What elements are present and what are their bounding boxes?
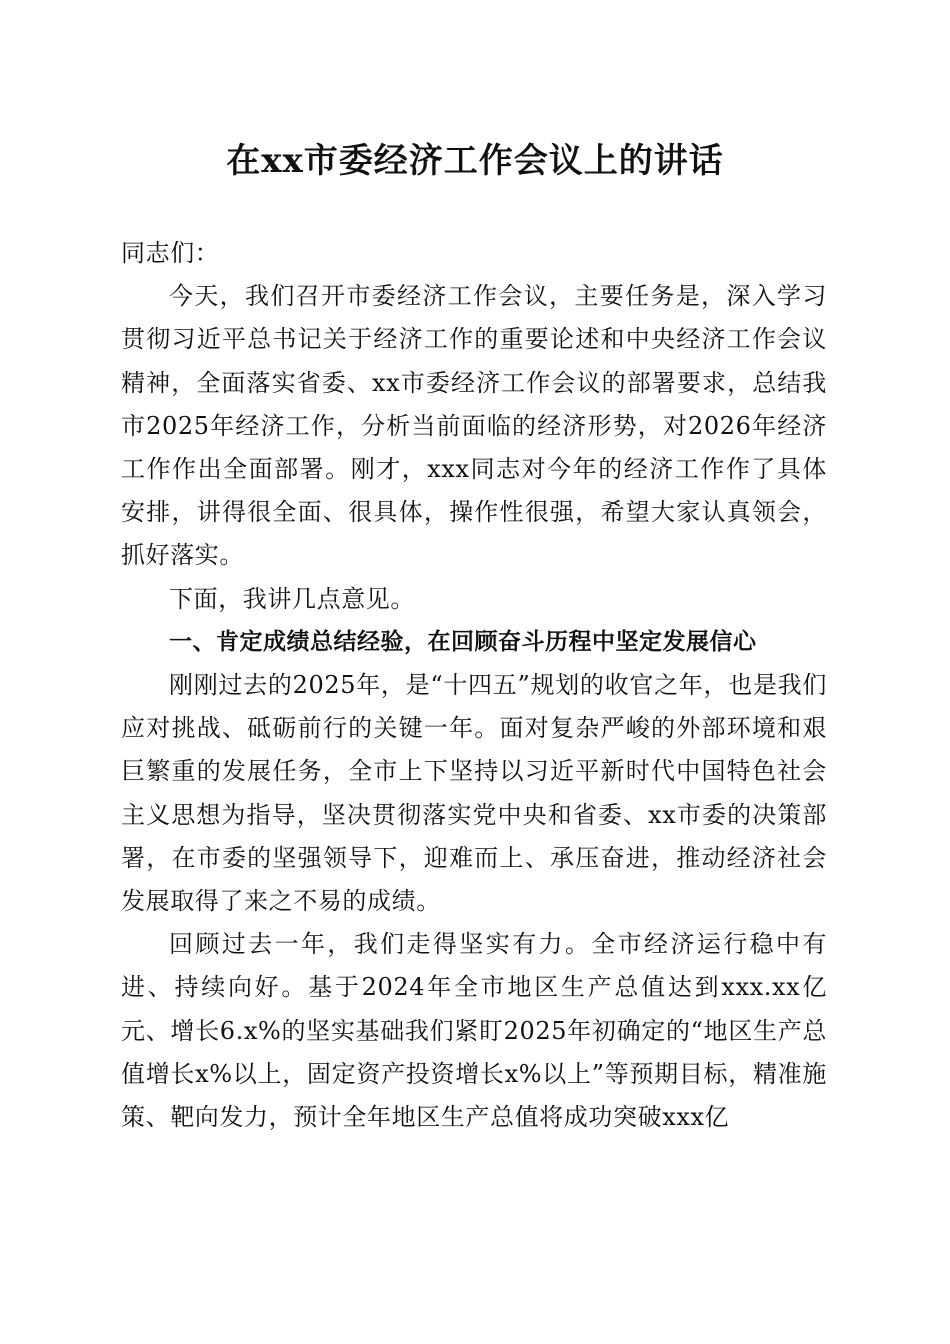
salutation: 同志们： (121, 239, 220, 267)
paragraph-opening: 今天，我们召开市委经济工作会议，主要任务是，深入学习贯彻习近平总书记关于经济工作的重要论述和中央经济工作会议精神，全面落实省委、xx市委经济工作会议的部署要求，总结我市2025年经济工作，分析当前面临的经济形势，对2026年经济工作作出全面部署。刚才，xxx同志对今年的经济工作作了具体安排，讲得很全面、很具体，操作性很强，希望大家认真领会，抓好落实。 (121, 282, 827, 570)
paragraph-review: 刚刚过去的2025年，是“十四五”规划的收官之年，也是我们应对挑战、砥砺前行的关键一年。面对复杂严峻的外部环境和艰巨繁重的发展任务，全市上下坚持以习近平新时代中国特色社会主义思想为指导，坚决贯彻落实党中央和省委、xx市委的决策部署，在市委的坚强领导下，迎难而上、承压奋进，推动经济社会发展取得了来之不易的成绩。 (121, 671, 827, 916)
paragraph-economy: 回顾过去一年，我们走得坚实有力。全市经济运行稳中有进、持续向好。基于2024年全市地区生产总值达到xxx.xx亿元、增长6.x%的坚实基础我们紧盯2025年初确定的“地区生产总值增长x%以上，固定资产投资增长x%以上”等预期目标，精准施策、靶向发力，预计全年地区生产总值将成功突破xxx亿 (121, 930, 827, 1132)
document-title: 在xx市委经济工作会议上的讲话 (226, 141, 724, 181)
section-heading: 一、肯定成绩总结经验，在回顾奋斗历程中坚定发展信心 (169, 628, 757, 655)
paragraph-transition: 下面，我讲几点意见。 (169, 584, 415, 613)
document-body (121, 232, 827, 1139)
